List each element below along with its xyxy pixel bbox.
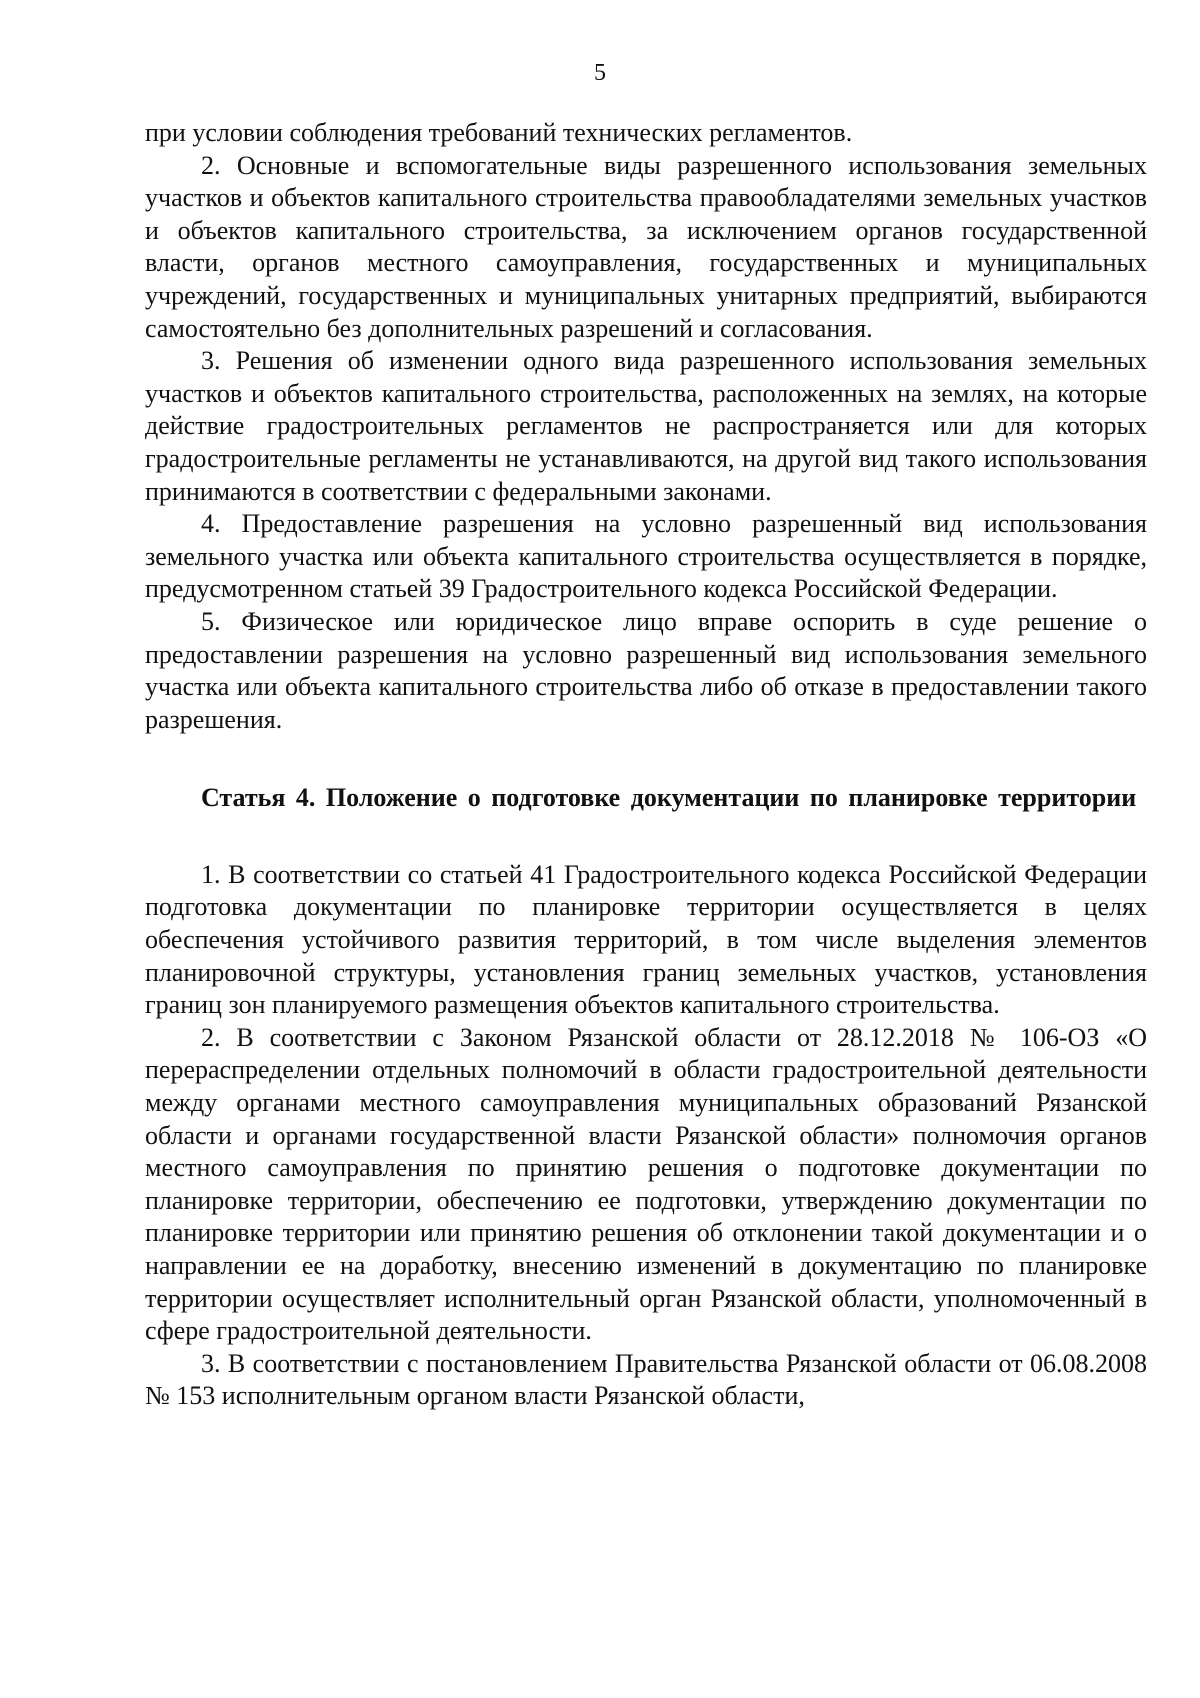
paragraph-item-2: 2. Основные и вспомогательные виды разрешенного использования земельных участков и объектов капитального строительства правообладателями земельных участков и объектов капитального строительства, за исключением органов государственной власти, органов местного самоуправления, государственных и муниципальных учреждений, государственных и муниципальных унитарных предприятий, выбираются самостоятельно без дополнительных разрешений и согласования. <box>145 150 1147 343</box>
article-4-paragraph-3: 3. В соответствии с постановлением Правительства Рязанской области от 06.08.2008 № 153 исполнительным органом власти Рязанской области, <box>145 1348 1147 1411</box>
paragraph-item-3: 3. Решения об изменении одного вида разрешенного использования земельных участков и объектов капитального строительства, расположенных на землях, на которые действие градостроительных регламентов не распространяется или для которых градостроительные регламенты не устанавливаются, на другой вид такого использования принимаются в соответствии с федеральными законами. <box>145 346 1147 506</box>
document-body <box>145 117 1147 1413</box>
paragraph-item-5: 5. Физическое или юридическое лицо вправе оспорить в суде решение о предоставлении разрешения на условно разрешенный вид использования земельного участка или объекта капитального строительства либо об отказе в предоставлении такого разрешения. <box>145 606 1147 734</box>
article-4-paragraph-1: 1. В соответствии со статьей 41 Градостроительного кодекса Российской Федерации подготовка документации по планировке территории осуществляется в целях обеспечения устойчивого развития территорий, в том числе выделения элементов планировочной структуры, установления границ земельных участков, установления границ зон планируемого размещения объектов капитального строительства. <box>145 859 1147 1020</box>
paragraph-item-4: 4. Предоставление разрешения на условно разрешенный вид использования земельного участка или объекта капитального строительства осуществляется в порядке, предусмотренном статьей 39 Градостроительного кодекса Российской Федерации. <box>145 509 1147 604</box>
page-number: 5 <box>594 60 606 86</box>
paragraph-continuation: при условии соблюдения требований технических регламентов. <box>145 118 853 147</box>
article-heading: Статья 4. Положение о подготовке документации по планировке территории <box>201 783 1137 813</box>
article-4-paragraph-2: 2. В соответствии с Законом Рязанской области от 28.12.2018 № 106-ОЗ «О перераспределении отдельных полномочий в области градостроительной деятельности между органами местного самоуправления муниципальных образований Рязанской области и органами государственной власти Рязанской области» полномочия органов местного самоуправления по принятию решения о подготовке документации по планировке территории, обеспечению ее подготовки, утверждению документации по планировке территории или принятию решения об отклонении такой документации и о направлении ее на доработку, внесению изменений в документацию по планировке территории осуществляет исполнительный орган Рязанской области, уполномоченный в сфере градостроительной деятельности. <box>145 1022 1147 1346</box>
